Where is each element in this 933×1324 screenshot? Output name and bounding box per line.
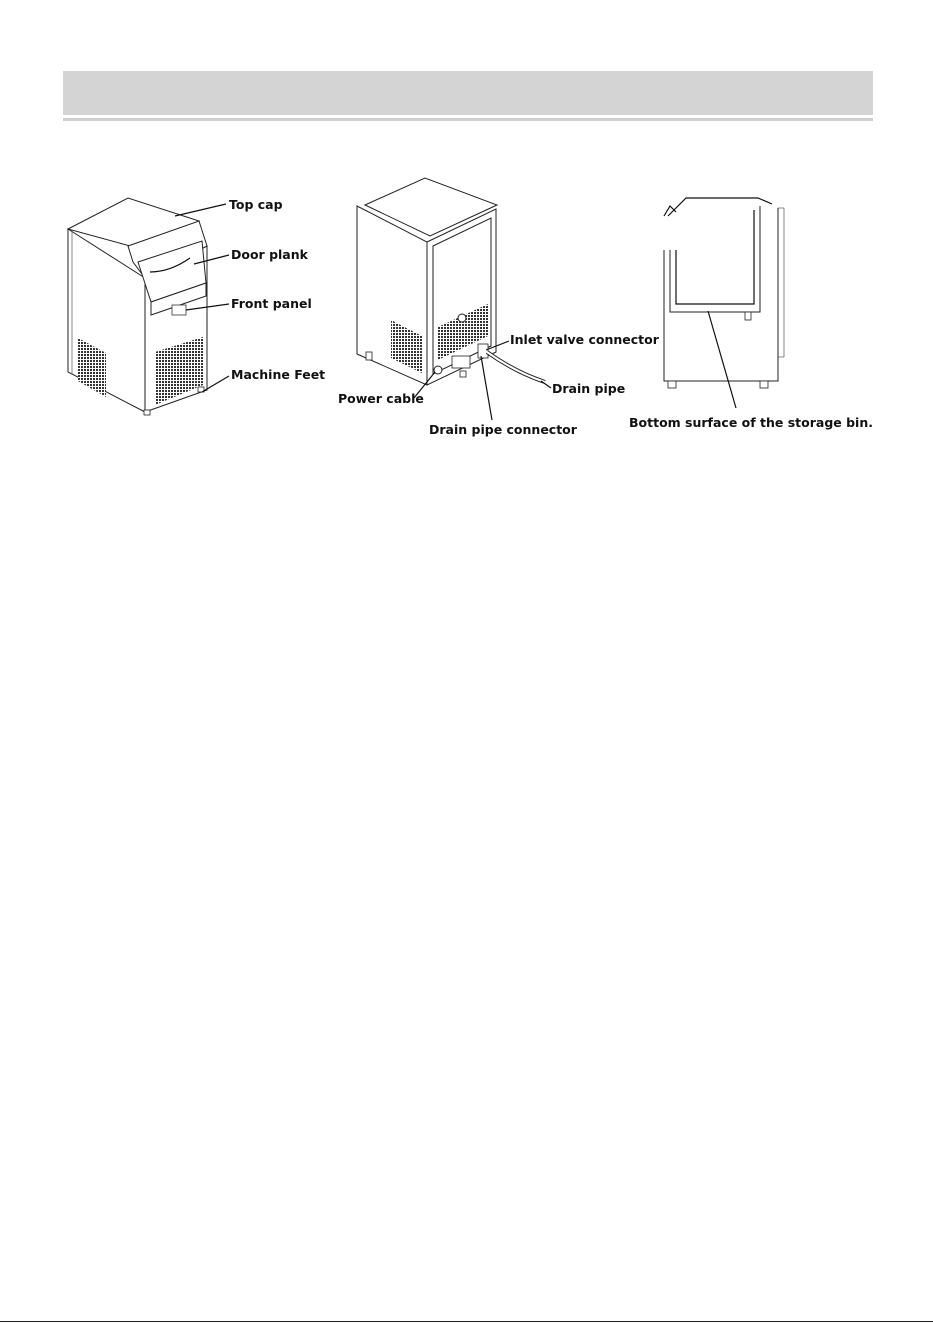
drain-pipe-connector-leader: [481, 356, 492, 420]
label-power-cable: Power cable: [338, 391, 424, 406]
footer-divider: [0, 1321, 933, 1322]
label-drain-pipe: Drain pipe: [552, 381, 626, 396]
side-section-view: [664, 198, 784, 388]
diagram-svg: [0, 0, 933, 470]
label-machine-feet: Machine Feet: [231, 367, 326, 382]
label-inlet-valve-connector: Inlet valve connector: [510, 332, 659, 347]
drain-pipe-leader: [541, 381, 551, 388]
label-storage-bin-bottom: Bottom surface of the storage bin.: [629, 415, 873, 430]
label-top-cap: Top cap: [229, 197, 283, 212]
label-front-panel: Front panel: [231, 296, 312, 311]
top-cap-leader: [175, 204, 226, 216]
label-drain-pipe-connector: Drain pipe connector: [429, 422, 577, 437]
label-door-plank: Door plank: [231, 247, 308, 262]
back-view-machine: [357, 178, 545, 385]
front-view-machine: [68, 198, 207, 415]
